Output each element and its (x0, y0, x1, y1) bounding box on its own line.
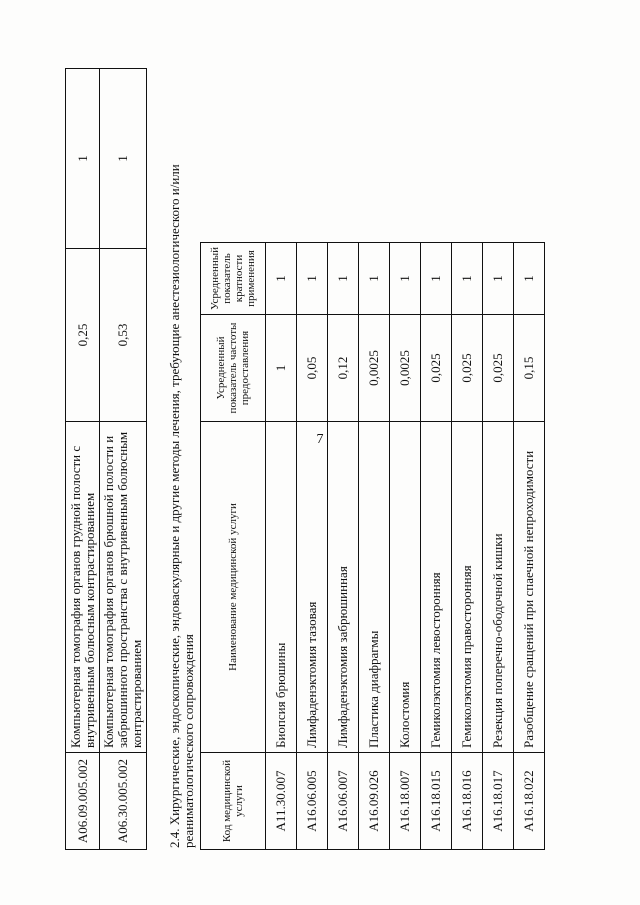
service-code: A16.18.016 (452, 753, 483, 850)
table-row (359, 242, 390, 849)
service-code: A16.18.017 (483, 753, 514, 850)
service-name: Гемиколэктомия правосторонняя (452, 422, 483, 753)
frequency-value: 0,0025 (359, 315, 390, 422)
service-name: Компьютерная томография органов брюшной полости и забрюшинного пространства с внутривенным болюсным контрастированием (100, 422, 147, 753)
service-name: Разобщение сращений при спаечной непроходимости (514, 422, 545, 753)
table-header-row (201, 242, 266, 849)
service-name: Резекция поперечно-ободочной кишки (483, 422, 514, 753)
service-code: A16.18.022 (514, 753, 545, 850)
multiplicity-value: 1 (514, 242, 545, 314)
main-table (200, 242, 545, 850)
table-row (266, 242, 297, 849)
header-frequency: Усредненный показатель частоты предоставления (201, 315, 266, 422)
top-table-container (65, 65, 147, 850)
multiplicity-value: 1 (66, 69, 100, 249)
frequency-value: 0,025 (483, 315, 514, 422)
service-code: A16.18.007 (390, 753, 421, 850)
table-row (483, 242, 514, 849)
table-row (100, 69, 147, 850)
table-row (297, 242, 328, 849)
frequency-value: 0,25 (66, 249, 100, 422)
frequency-value: 0,025 (421, 315, 452, 422)
header-code: Код медицинской услуги (201, 753, 266, 850)
service-code: A16.06.005 (297, 753, 328, 850)
service-name: Гемиколэктомия левосторонняя (421, 422, 452, 753)
service-code: A16.09.026 (359, 753, 390, 850)
multiplicity-value: 1 (266, 242, 297, 314)
multiplicity-value: 1 (359, 242, 390, 314)
service-name: Лимфаденэктомия забрюшинная (328, 422, 359, 753)
service-name: Пластика диафрагмы (359, 422, 390, 753)
header-multiplicity: Усредненный показатель кратности применения (201, 242, 266, 314)
service-code: A16.06.007 (328, 753, 359, 850)
table-row (390, 242, 421, 849)
frequency-value: 0,05 (297, 315, 328, 422)
table-row (66, 69, 100, 850)
multiplicity-value: 1 (421, 242, 452, 314)
service-name: Лимфаденэктомия тазовая (297, 422, 328, 753)
multiplicity-value: 1 (390, 242, 421, 314)
service-code: A11.30.007 (266, 753, 297, 850)
top-table (65, 68, 147, 850)
table-row (452, 242, 483, 849)
service-name: Биопсия брюшины (266, 422, 297, 753)
frequency-value: 0,15 (514, 315, 545, 422)
page-number: 7 (316, 432, 324, 447)
multiplicity-value: 1 (452, 242, 483, 314)
service-code: A06.09.005.002 (66, 753, 100, 850)
frequency-value: 1 (266, 315, 297, 422)
section-title: 2.4. Хирургические, эндоскопические, эндоваскулярные и другие методы лечения, требующие анестезиологического и/или реаниматологического сопровождения (167, 164, 196, 848)
frequency-value: 0,0025 (390, 315, 421, 422)
service-name: Компьютерная томография органов грудной полости с внутривенным болюсным контрастированием (66, 422, 100, 753)
frequency-value: 0,12 (328, 315, 359, 422)
main-table-container (200, 65, 545, 850)
service-name: Колостомия (390, 422, 421, 753)
header-name: Наименование медицинской услуги (201, 422, 266, 753)
multiplicity-value: 1 (328, 242, 359, 314)
service-code: A06.30.005.002 (100, 753, 147, 850)
multiplicity-value: 1 (483, 242, 514, 314)
multiplicity-value: 1 (100, 69, 147, 249)
table-row (514, 242, 545, 849)
frequency-value: 0,025 (452, 315, 483, 422)
service-code: A16.18.015 (421, 753, 452, 850)
table-row (328, 242, 359, 849)
table-row (421, 242, 452, 849)
multiplicity-value: 1 (297, 242, 328, 314)
frequency-value: 0,53 (100, 249, 147, 422)
